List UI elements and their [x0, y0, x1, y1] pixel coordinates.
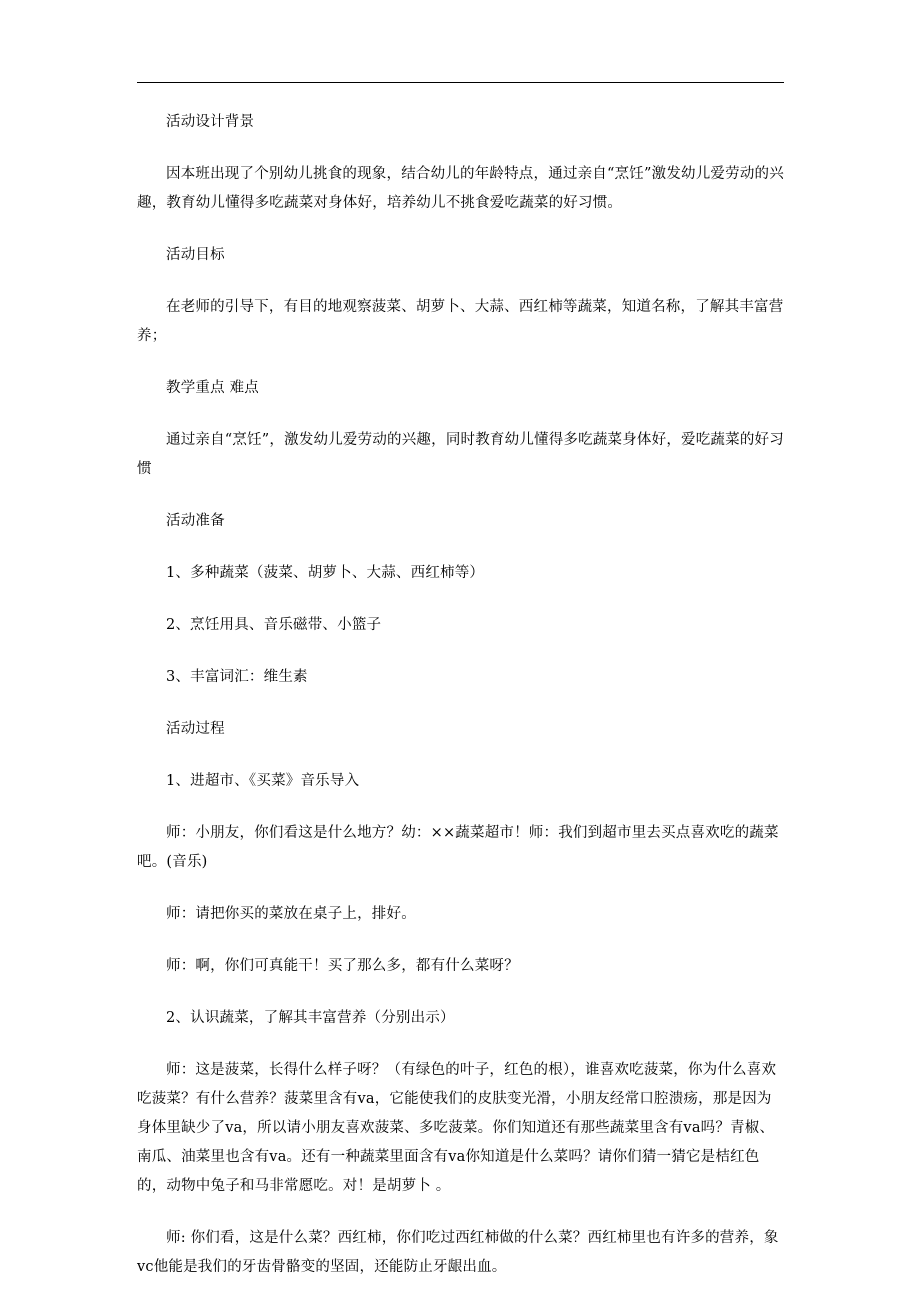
- section-heading-key-points: 教学重点 难点: [166, 380, 260, 396]
- paragraph-tomato: 师: 你们看，这是什么菜？西红柿，你们吃过西红柿做的什么菜？西红柿里也有许多的营养，象vc他能是我们的牙齿骨骼变的坚固，还能防止牙龈出血。: [137, 1230, 779, 1275]
- paragraph-background: 因本班出现了个别幼儿挑食的现象，结合幼儿的年龄特点，通过亲自“烹饪”激发幼儿爱劳动的兴趣，教育幼儿懂得多吃蔬菜对身体好，培养幼儿不挑食爱吃蔬菜的好习惯。: [137, 166, 784, 211]
- paragraph-dialogue-3: 师：啊，你们可真能干！买了那么多，都有什么菜呀？: [166, 958, 519, 974]
- section-heading-goals: 活动目标: [166, 247, 225, 263]
- section-heading-background: 活动设计背景: [166, 114, 255, 130]
- paragraph-key-points: 通过亲自“烹饪”，激发幼儿爱劳动的兴趣，同时教育幼儿懂得多吃蔬菜身体好，爱吃蔬菜的好习惯: [137, 432, 784, 477]
- header-rule: [137, 82, 784, 83]
- paragraph-spinach: 师：这是菠菜，长得什么样子呀？（有绿色的叶子，红色的根），谁喜欢吃菠菜，你为什么喜欢吃菠菜？有什么营养？菠菜里含有va，它能使我们的皮肤变光滑，小朋友经常口腔溃疡，那是因为身体里缺少了va，所以请小朋友喜欢菠菜、多吃菠菜。你们知道还有那些蔬菜里含有va吗？青椒、南瓜、油菜里也含有va。还有一种蔬菜里面含有va你知道是什么菜吗？请你们猜一猜它是桔红色的，动物中兔子和马非常愿吃。对！是胡萝卜 。: [137, 1062, 777, 1194]
- paragraph-dialogue-1: 师：小朋友，你们看这是什么地方？幼：××蔬菜超市！师：我们到超市里去买点喜欢吃的蔬菜吧。(音乐): [137, 825, 779, 870]
- section-heading-process: 活动过程: [166, 721, 225, 737]
- paragraph-dialogue-2: 师：请把你买的菜放在桌子上，排好。: [166, 906, 416, 922]
- document-body: [137, 108, 784, 1305]
- list-item-preparation-1: 1、多种蔬菜（菠菜、胡萝卜、大蒜、西红柿等）: [166, 565, 485, 581]
- section-heading-preparation: 活动准备: [166, 513, 225, 529]
- paragraph-goals: 在老师的引导下，有目的地观察菠菜、胡萝卜、大蒜、西红柿等蔬菜，知道名称，了解其丰富营养；: [137, 299, 784, 344]
- list-item-preparation-2: 2、烹饪用具、音乐磁带、小篮子: [166, 617, 382, 633]
- list-item-process-2: 2、认识蔬菜，了解其丰富营养（分别出示）: [166, 1010, 455, 1026]
- list-item-preparation-3: 3、丰富词汇：维生素: [166, 669, 308, 685]
- list-item-process-1: 1、进超市、《买菜》音乐导入: [166, 773, 360, 789]
